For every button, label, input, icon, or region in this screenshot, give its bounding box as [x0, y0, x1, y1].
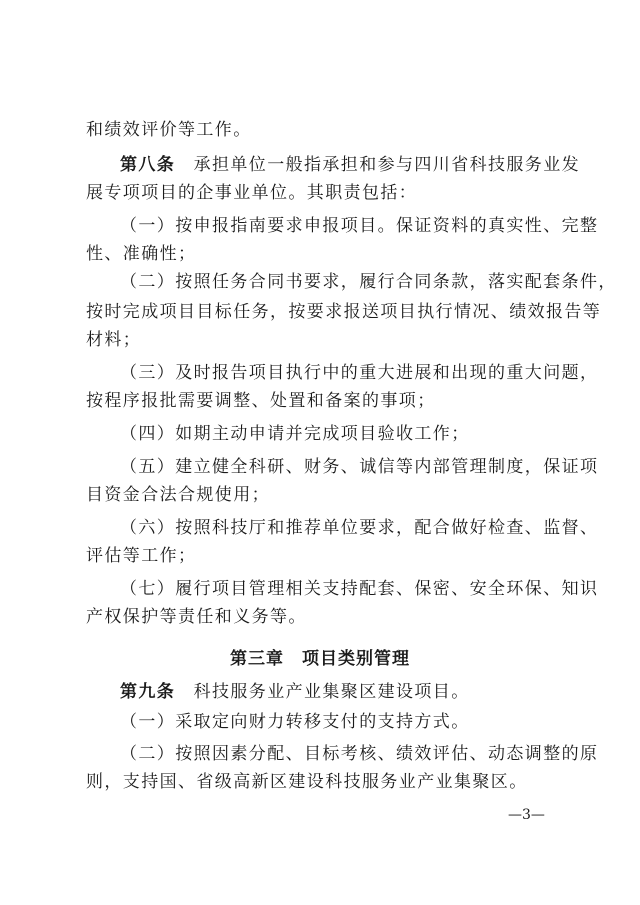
text-line: 材料；: [86, 330, 142, 350]
text-line: （四）如期主动申请并完成项目验收工作；: [120, 424, 470, 444]
article-label: 第九条: [120, 682, 176, 702]
page-number: —3—: [508, 807, 545, 823]
article-8-line: [120, 154, 581, 176]
text-line: 目资金合法合规使用；: [86, 485, 270, 505]
spacer: [175, 682, 193, 702]
article-text: 科技服务业产业集聚区建设项目。: [193, 682, 470, 702]
text-line: 性、准确性；: [86, 244, 197, 264]
text-line: 则，支持国、省级高新区建设科技服务业产业集聚区。: [86, 772, 528, 792]
text-line: 按程序报批需要调整、处置和备案的事项；: [86, 391, 436, 411]
text-line: （三）及时报告项目执行中的重大进展和出现的重大问题，: [120, 363, 599, 383]
text-line: （二）按照因素分配、目标考核、绩效评估、动态调整的原: [120, 744, 599, 764]
text-line: （六）按照科技厅和推荐单位要求，配合做好检查、监督、: [120, 518, 599, 538]
text-line: 展专项项目的企事业单位。其职责包括：: [86, 183, 418, 203]
article-text: 承担单位一般指承担和参与四川省科技服务业发: [193, 155, 581, 175]
text-line: （五）建立健全科研、财务、诚信等内部管理制度，保证项: [120, 457, 599, 477]
text-line: （二）按照任务合同书要求，履行合同条款，落实配套条件，: [120, 272, 617, 292]
text-line: （一）采取定向财力转移支付的支持方式。: [120, 712, 470, 732]
text-line: 产权保护等责任和义务等。: [86, 607, 307, 627]
text-line: 和绩效评价等工作。: [86, 120, 252, 140]
article-9-line: [120, 681, 556, 703]
spacer: [175, 155, 193, 175]
text-line: 按时完成项目目标任务，按要求报送项目执行情况、绩效报告等: [86, 302, 602, 322]
chapter-heading: 第三章 项目类别管理: [230, 649, 410, 669]
text-line: （一）按申报指南要求申报项目。保证资料的真实性、完整: [120, 216, 599, 236]
text-line: 评估等工作；: [86, 546, 197, 566]
text-line: （七）履行项目管理相关支持配套、保密、安全环保、知识: [120, 579, 599, 599]
article-label: 第八条: [120, 155, 176, 175]
